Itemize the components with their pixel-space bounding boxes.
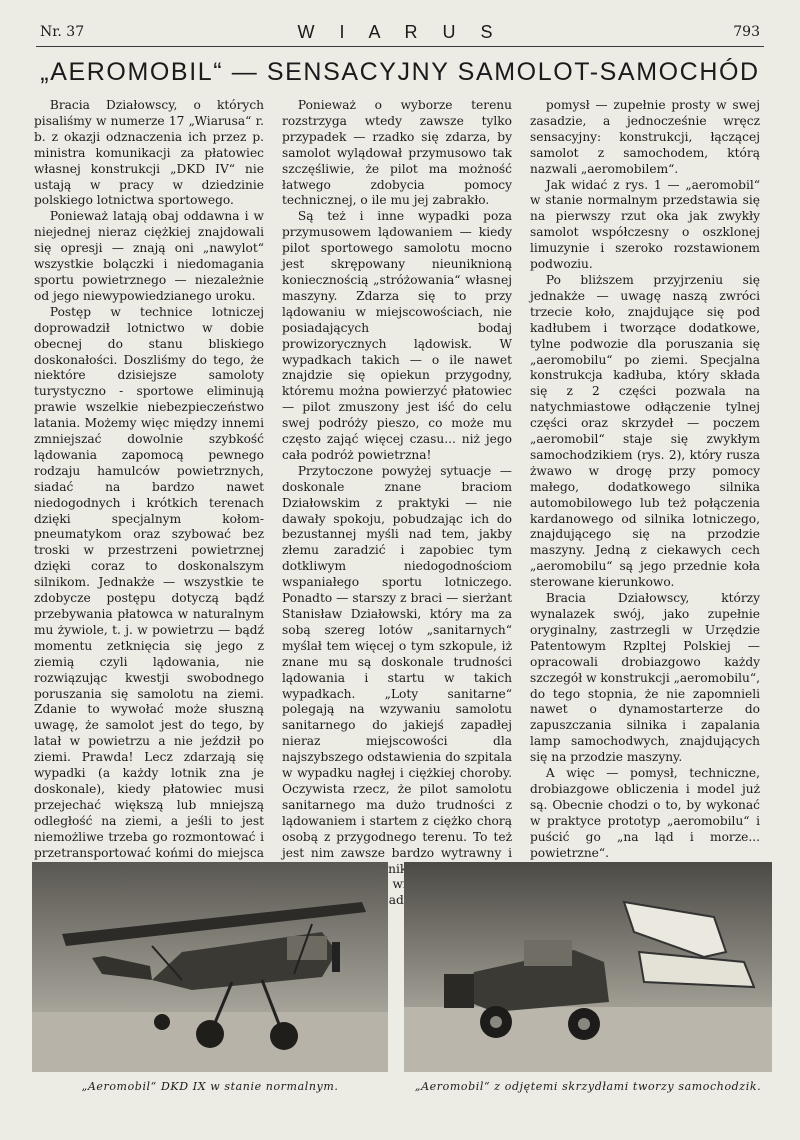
paragraph: pomysł — zupełnie prosty w swej zasadzie, a jednocześnie wręcz sensacyjny: konstrukcji, łączącej samolot z samochodem, którą nazwali „aeromobilem“. [530,98,760,176]
page-number: 793 [733,24,760,40]
photo-aeromobil-normal [32,862,388,1072]
column-3 [530,98,760,860]
car-illustration [404,862,772,1072]
paragraph: Bracia Działowscy, którzy wynalazek swój, jako zupełnie oryginalny, zastrzegli w Urzędzie Patentowym Rzpltej Polskiej — opracowali drobiazgowo każdy szczegół w konstrukcji „aeromobilu“, do tego stopnia, że nie zapomnieli nawet o dynamostarterze do zapuszczania silnika i zapalania lamp samochodwych, znajdujących się na przodzie maszyny. [530,591,760,765]
photo-caption-right: „Aeromobil“ z odjętemi skrzydłami tworzy samochodzik. [414,1080,762,1093]
column-2 [282,98,512,908]
running-head [40,20,760,46]
photo-caption-left: „Aeromobil“ DKD IX w stanie normalnym. [81,1080,339,1093]
paragraph: Przytoczone powyżej sytuacje — doskonale znane braciom Działowskim z praktyki — nie dawały spokoju, pobudzając ich do bezustannej myśli nad tem, jakby złemu zaradzić i zapobiec tym dotkliwym niedogodnościom wspaniałego sportu lotniczego. Ponadto — starszy z braci — sierżant Stanisław Działowski, który ma za sobą szereg lotów „sanitarnych“ myślał tem więcej o tym szkopule, iż znane mu są doskonale trudności lądowania i startu w takich wypadkach. „Loty sanitarne“ polegają na wzywaniu samolotu sanitarnego do jakiejś zapadłej nieraz miejscowości dla najszybszego odstawienia do szpitala w wypadku nagłej i ciężkiej choroby. Oczywista rzecz, że pilot samolotu sanitarnego ma dużo trudności z lądowaniem i startem z ciężko chorą osobą z przygodnego terenu. To też jest nim zawsze bardzo wytrawny i lotnik. [282,463,512,876]
paragraph: Po bliższem przyjrzeniu się jednakże — uwagę naszą zwróci trzecie koło, znajdujące się pod kadłubem i tworzące dodatkowe, tylne podwozie dla poruszania się „aeromobilu“ po ziemi. Specjalna konstrukcja kadłuba, który składa się z 2 części pozwala na natychmiastowe odłączenie tylnej części oraz skrzydeł — poczem „aeromobil“ staje się zwykłym samochodzikiem (rys. 2), który rusza żwawo w drogę przy pomocy małego, dodatkowego silnika automobilowego lub też połączenia kardanowego od silnika lotniczego, znajdującego się na przodzie maszyny. Jedną z ciekawych cech „aeromobilu“ są jego przednie koła sterowane kierunkowo. [530,272,760,590]
photo-aeromobil-car [404,862,772,1072]
issue-number: Nr. 37 [40,24,85,40]
airplane-illustration [32,862,388,1072]
article-body [34,98,768,908]
paragraph: Jak widać z rys. 1 — „aeromobil“ w stanie normalnym przedstawia się na pierwszy rzut oka jak zwykły samolot współczesny o oszklonej limuzynie i szeroko rozstawionem podwoziu. [530,177,760,272]
paragraph: Postęp w technice lotniczej doprowadził lotnictwo w dobie obecnej do stanu bliskiego doskonałości. Doszliśmy do tego, że niektóre dzisiejsze samoloty turystyczno - sportowe eliminują prawie wszelkie niebezpieczeństwo latania. Możemy więc między innemi zmniejszać dowolnie szybkość lądowania zapomocą pewnego rodzaju hamulców powietrznych, siadać na bardzo nawet niedogodnych i krótkich terenach dzięki specjalnym kołom-pneumatykom oraz szybować bez troski w przestrzeni powietrznej dzięki coraz to doskonalszym silnikom. Jednakże — wszystkie te zdobycze postępu dotyczą bądź przebywania płatowca w naturalnym mu żywiole, t. j. w powietrzu — bądź momentu zetknięcia się jego z ziemią czyli lądowania, nie rozwiązując kwestji swobodnego poruszania się samolotu na ziemi. Zdanie to wywołać może słuszną uwagę, że samolot jest do tego, by latał w powietrzu a nie jeździł po ziemi. Prawda! Lecz zdarzają się wypadki (a każdy lotnik zna je doskonale), kiedy płatowiec musi przejechać większą lub mniejszą odległość na ziemi, a jeśli to jest niemożliwe trzeba go rozmontować i przetransportować końmi do miejsca [34,304,264,860]
paragraph: A więc — pomysł, techniczne, drobiazgowe obliczenia i model już są. Obecnie chodzi o to, by wykonać w praktyce prototyp „aeromobilu“ i puścić go „na ląd i morze... powietrzne“. [530,766,760,860]
article-headline: „AEROMOBIL“ — SENSACYJNY SAMOLOT-SAMOCHÓD [40,58,760,86]
magazine-title: W I A R U S [297,22,503,42]
paragraph: Ponieważ latają obaj oddawna i w niejednej nieraz ciężkiej znajdowali się opresji — znają oni „nawylot“ wszystkie bolączki i niedomagania sportu powietrznego — niezależnie od jego niewypowiedzianego uroku. [34,209,264,303]
paragraph: wpadli [370,893,412,908]
column-1 [34,98,264,860]
paragraph: Ponieważ o wyborze terenu rozstrzyga wtedy zawsze tylko przypadek — rzadko się zdarza, by samolot wylądował przymusowo tak szczęśliwie, że pilot ma możność łatwego zdobycia pomocy technicznej, o ile mu jej zabrakło. [282,98,512,208]
paragraph: Są też i inne wypadki poza przymusowem lądowaniem — kiedy pilot sportowego samolotu mocno jest skrępowany nieuniknioną koniecznością „stróżowania“ własnej maszyny. Zdarza się to przy lądowaniu w miejscowościach, nie posiadających bodaj prowizorycznych lądowisk. W wypadkach takich — o ile nawet znajdzie się opiekun przygodny, któremu można powierzyć płatowiec — pilot zmuszony jest iść do celu swej podróży pieszo, co może mu często zająć więcej czasu... niż jego cała podróż powietrzna! [282,209,512,462]
header-rule [36,46,764,47]
paragraph: Bracia Działowscy, o których pisaliśmy w numerze 17 „Wiarusa“ r. b. z okazji odznaczenia ich przez p. ministra komunikacji za płatowiec własnej konstrukcji „DKD IV“ nie ustają w pracy w dziedzinie polskiego lotnictwa sportowego. [34,98,264,208]
photo-strip [32,862,772,1112]
